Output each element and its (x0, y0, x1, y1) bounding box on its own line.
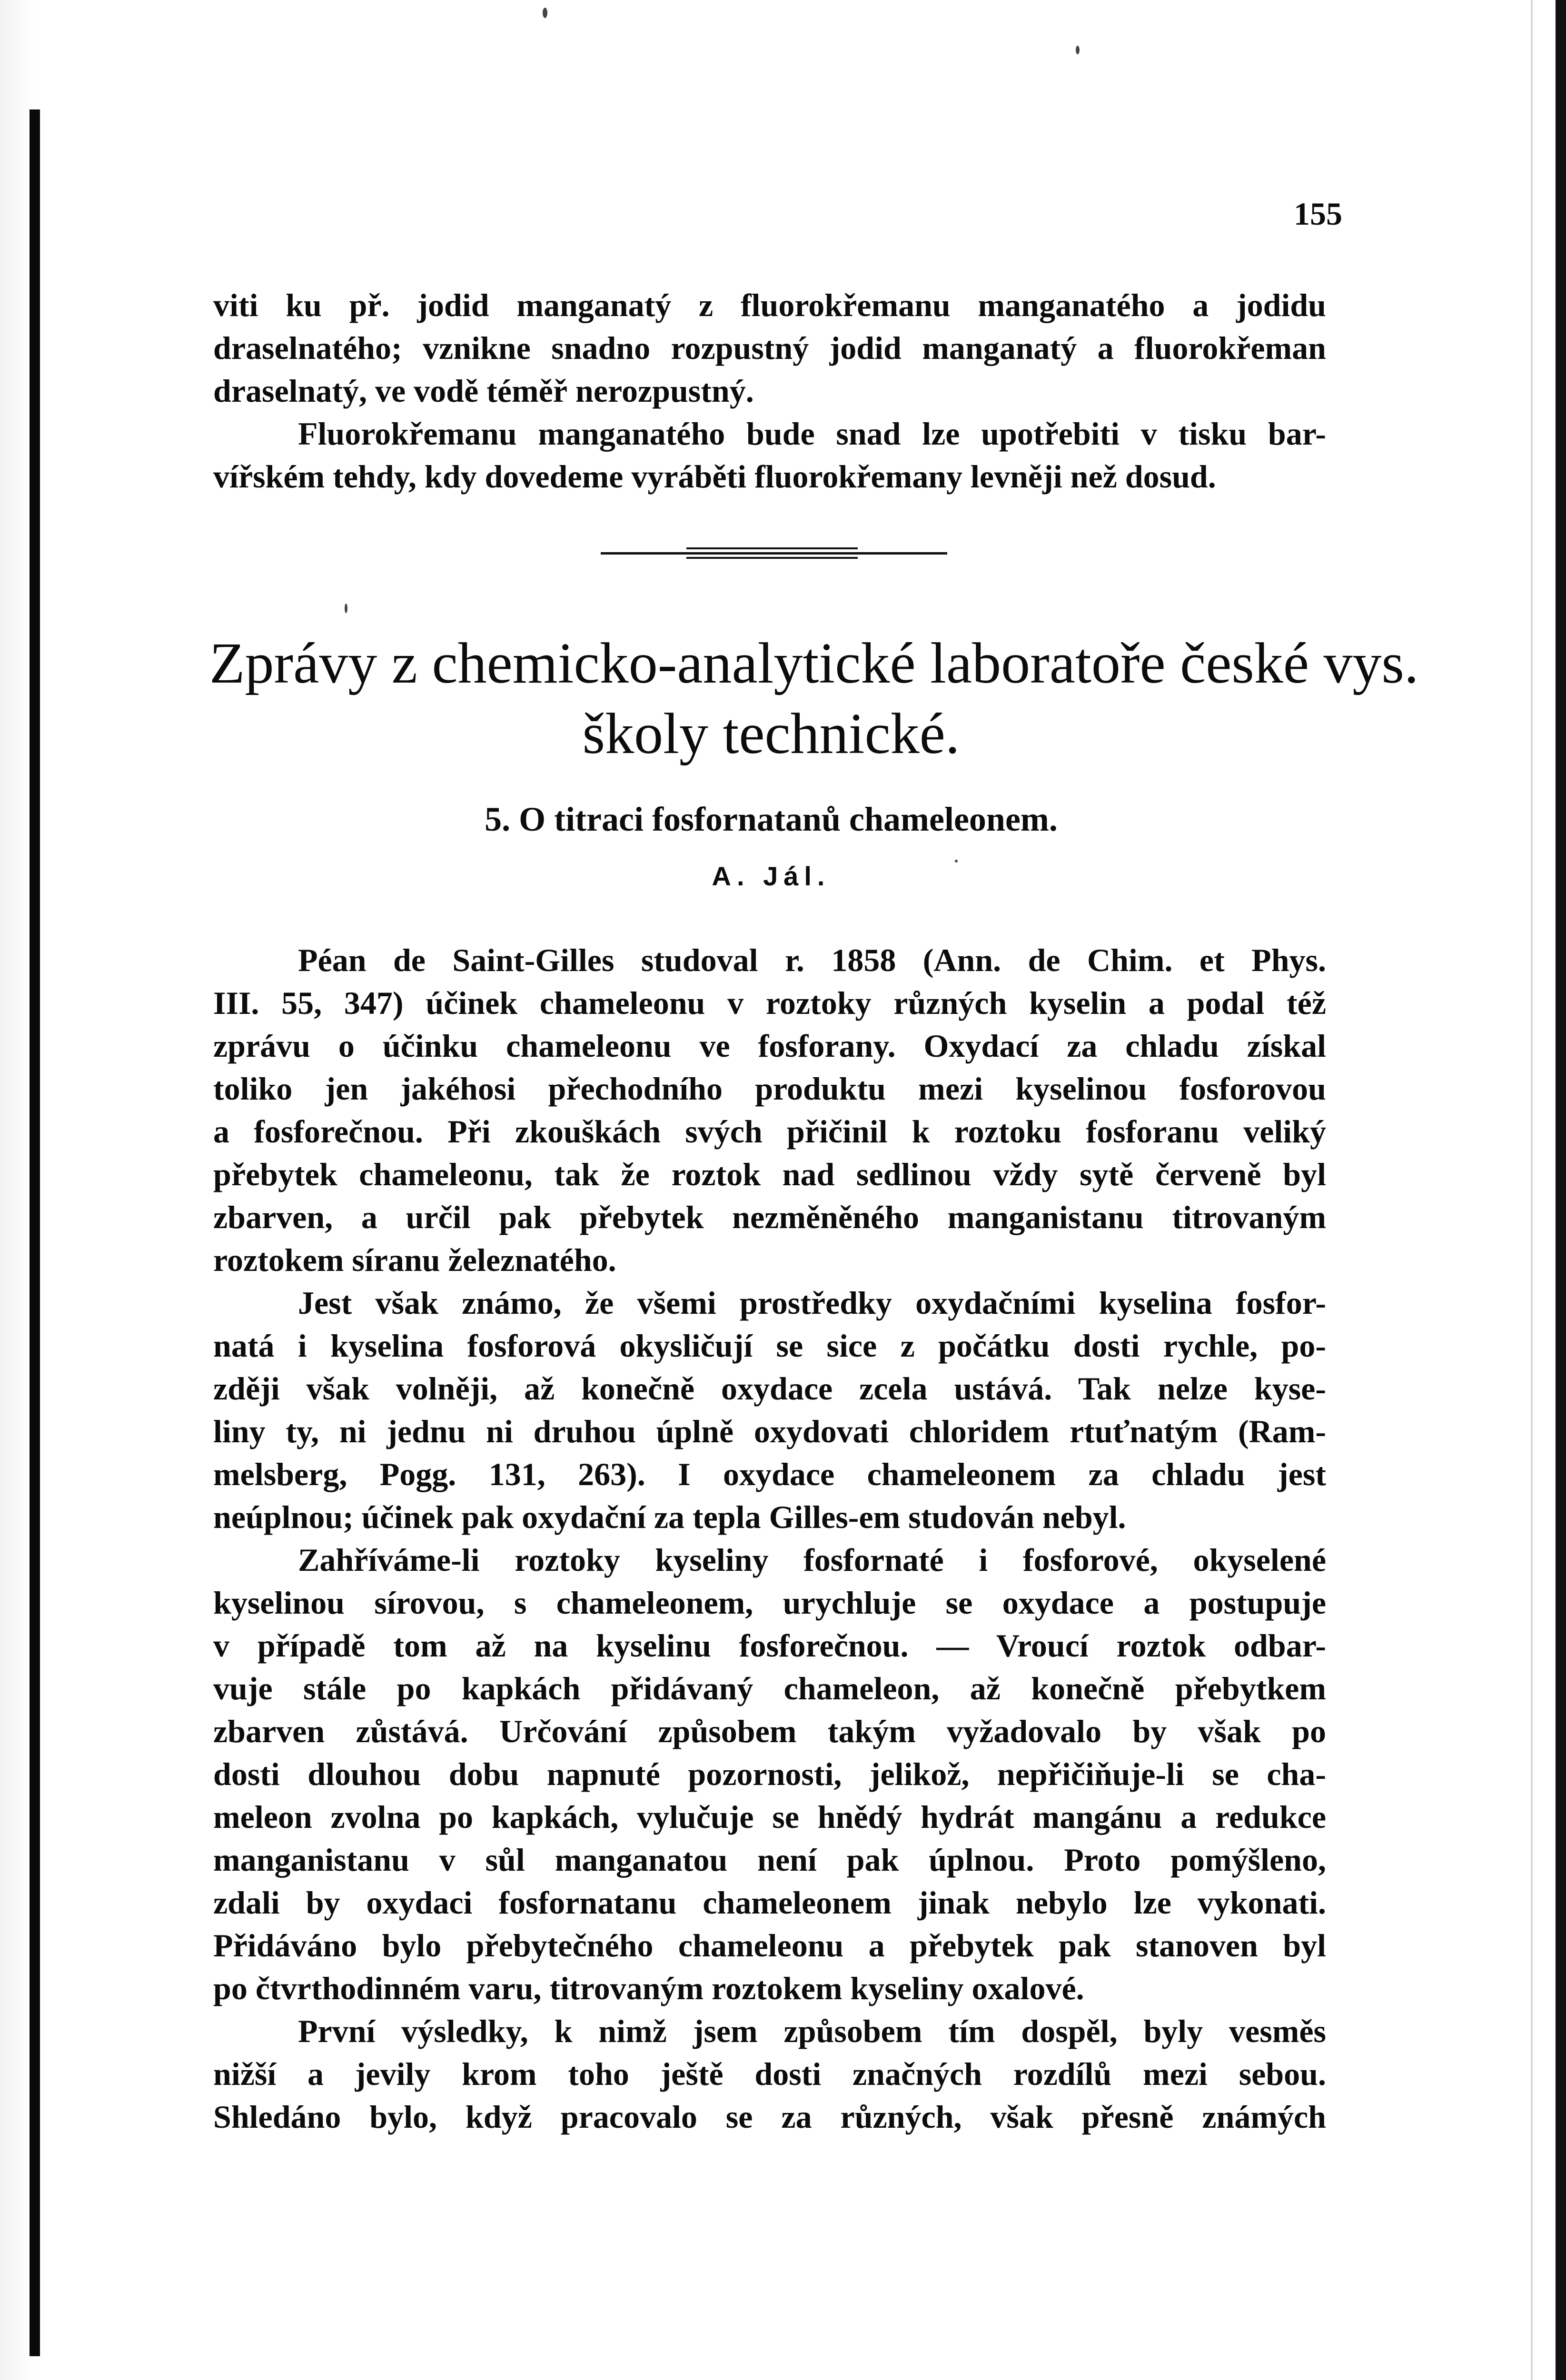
text-line: po čtvrthodinném varu, titrovaným roztokem kyseliny oxalové. (213, 1970, 1084, 2006)
text-line: Přidáváno bylo přebytečného chameleonu a přebytek pak stanoven byl (213, 1927, 1326, 1964)
text-line: III. 55, 347) účinek chameleonu v roztoky různých kyselin a podal též (213, 985, 1326, 1021)
text-line: a fosforečnou. Při zkouškách svých přičinil k roztoku fosforanu veliký (213, 1113, 1326, 1150)
text-line: zbarven zůstává. Určování způsobem takým vyžadovalo by však po (213, 1713, 1326, 1749)
text-line: přebytek chameleonu, tak že roztok nad sedlinou vždy sytě červeně byl (213, 1156, 1326, 1192)
text-line: meleon zvolna po kapkách, vylučuje se hnědý hydrát mangánu a redukce (213, 1799, 1326, 1835)
text-line: toliko jen jakéhosi přechodního produktu mezi kyselinou fosforovou (213, 1071, 1326, 1107)
text-line: zdali by oxydaci fosfornatanu chameleonem jinak nebylo lze vykonati. (213, 1884, 1326, 1921)
section-title: 5. O titraci fosfornatanů chameleonem. (485, 800, 1058, 838)
scan-border (1556, 0, 1566, 2380)
text-line: Fluorokřemanu manganatého bude snad lze upotřebiti v tisku bar- (298, 416, 1326, 452)
text-line: Péan de Saint-Gilles studoval r. 1858 (Ann. de Chim. et Phys. (298, 942, 1326, 978)
text-line: v případě tom až na kyselinu fosforečnou. — Vroucí roztok odbar- (213, 1627, 1326, 1664)
text-line: Zahříváme-li roztoky kyseliny fosfornaté i fosforové, okyselené (298, 1542, 1326, 1578)
scan-speck (955, 860, 958, 863)
text-line: natá i kyselina fosforová okysličují se sice z počátku dosti rychle, po- (213, 1328, 1326, 1364)
text-line: vířském tehdy, kdy dovedeme vyráběti fluorokřemany levněji než dosud. (213, 458, 1216, 495)
text-line: draselnatého; vznikne snadno rozpustný jodid manganatý a fluorokřeman (213, 330, 1326, 366)
report-heading (209, 630, 1419, 697)
scan-speck (543, 8, 547, 18)
text-line: zbarven, a určil pak přebytek nezměněného manganistanu titrovaným (213, 1199, 1326, 1235)
text-line: melsberg, Pogg. 131, 263). I oxydace chameleonem za chladu jest (213, 1456, 1326, 1492)
text-line: Jest však známo, že všemi prostředky oxydačními kyselina fosfor- (298, 1285, 1326, 1321)
body-text (213, 939, 1326, 2138)
binding-edge (30, 109, 40, 2356)
text-line: kyselinou sírovou, s chameleonem, urychluje se oxydace a postupuje (213, 1585, 1326, 1621)
report-heading-line-2: školy technické. (582, 702, 960, 766)
text-line: liny ty, ni jednu ni druhou úplně oxydovati chloridem rtuťnatým (Ram- (213, 1413, 1326, 1449)
heading-line: Zprávy z chemicko-analytické laboratoře české vys. (209, 631, 1419, 695)
scan-speck (1076, 46, 1080, 54)
text-line: zději však volněji, až konečně oxydace zcela ustává. Tak nelze kyse- (213, 1370, 1326, 1407)
text-line: nižší a jevily krom toho ještě dosti značných rozdílů mezi sebou. (213, 2056, 1326, 2092)
scan-speck (345, 604, 347, 613)
author: A. Jál. (712, 861, 831, 891)
text-line: viti ku př. jodid manganatý z fluorokřemanu manganatého a jodidu (213, 287, 1326, 323)
text-line: roztokem síranu železnatého. (213, 1242, 616, 1278)
text-line: zprávu o účinku chameleonu ve fosforany. Oxydací za chladu získal (213, 1028, 1326, 1064)
text-line: dosti dlouhou dobu napnuté pozornosti, jelikož, nepřičiňuje-li se cha- (213, 1756, 1326, 1792)
text-line: neúplnou; účinek pak oxydační za tepla Gilles-em studován nebyl. (213, 1499, 1126, 1535)
intro-paragraph (213, 284, 1326, 498)
text-line: První výsledky, k nimž jsem způsobem tím dospěl, byly vesměs (298, 2013, 1326, 2049)
page-number: 155 (1294, 196, 1342, 232)
text-line: manganistanu v sůl manganatou není pak úplnou. Proto pomýšleno, (213, 1842, 1326, 1878)
text-line: Shledáno bylo, když pracovalo se za různých, však přesně známých (213, 2099, 1326, 2135)
text-line: vuje stále po kapkách přidávaný chameleon, až konečně přebytkem (213, 1670, 1326, 1706)
section-divider (601, 545, 947, 562)
page-edge-shadow (1531, 0, 1533, 2380)
text-line: draselnatý, ve vodě téměř nerozpustný. (213, 373, 754, 409)
